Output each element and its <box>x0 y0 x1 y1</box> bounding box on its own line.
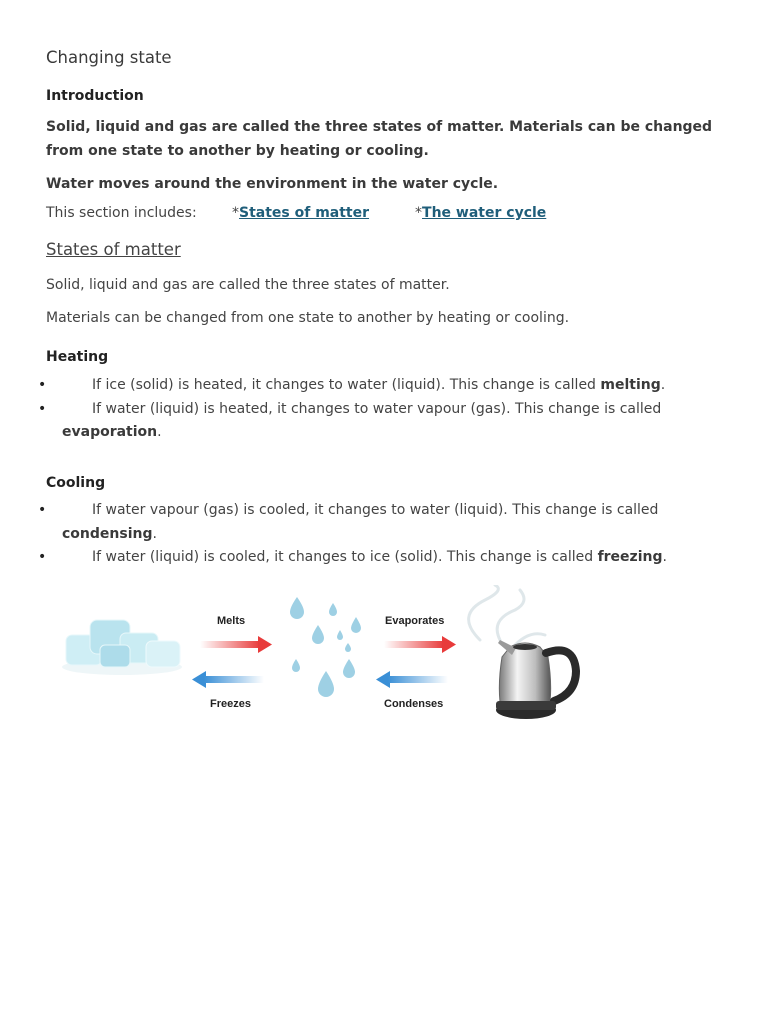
bullet-icon: • <box>38 549 47 565</box>
list-item-text: If water (liquid) is heated, it changes to water vapour (gas). This change is called <box>92 400 662 417</box>
ice-icon <box>62 620 182 675</box>
list-item <box>38 398 728 445</box>
list-item-text: If water vapour (gas) is cooled, it changes to water (liquid). This change is called <box>92 502 659 518</box>
list-item-end: . <box>660 377 666 393</box>
list-item-end: . <box>662 549 667 565</box>
states-paragraph-1: Solid, liquid and gas are called the three states of matter. <box>46 277 450 293</box>
bullet-icon: • <box>38 377 47 393</box>
water-drops-icon <box>290 597 361 697</box>
heating-heading: Heating <box>46 349 109 365</box>
term-melting: melting <box>600 377 661 393</box>
states-paragraph-2: Materials can be changed from one state to another by heating or cooling. <box>46 310 570 326</box>
states-diagram <box>60 585 600 730</box>
term-evaporation: evaporation <box>62 424 158 440</box>
water-cycle-text: Water moves around the environment in the water cycle. <box>46 176 499 192</box>
link-water-cycle[interactable]: The water cycle <box>422 205 547 221</box>
kettle-icon <box>496 640 576 719</box>
term-freezing: freezing <box>597 549 663 565</box>
link-states-of-matter[interactable]: States of matter <box>239 205 370 221</box>
section-includes-label: This section includes: <box>46 205 197 221</box>
bullet-icon: • <box>38 400 47 417</box>
list-item <box>38 374 728 398</box>
bullet-icon: • <box>38 502 47 518</box>
condenses-label: Condenses <box>384 698 444 710</box>
introduction-text: Solid, liquid and gas are called the three states of matter. Materials can be changed from one state to another by heating or cooling. <box>46 119 713 159</box>
list-item-text: If water (liquid) is cooled, it changes to ice (solid). This change is called <box>92 549 598 565</box>
evaporates-arrow <box>384 636 456 653</box>
section-includes <box>46 205 546 221</box>
list-item <box>38 499 728 546</box>
condenses-arrow <box>376 671 448 688</box>
freezes-arrow <box>192 671 264 688</box>
heating-list <box>38 374 728 445</box>
freezes-label: Freezes <box>210 698 251 710</box>
list-item-text: If ice (solid) is heated, it changes to water (liquid). This change is called <box>92 377 601 393</box>
states-of-matter-heading: States of matter <box>46 240 181 259</box>
list-item-end: . <box>152 525 157 542</box>
steam-icon <box>469 585 545 645</box>
list-item <box>38 546 728 570</box>
melts-arrow <box>200 636 272 653</box>
list-item-end: . <box>157 424 162 440</box>
introduction-heading: Introduction <box>46 88 144 104</box>
evaporates-label: Evaporates <box>385 615 445 627</box>
cooling-list <box>38 499 728 570</box>
cooling-heading: Cooling <box>46 475 106 491</box>
page-title: Changing state <box>46 48 172 67</box>
link-star: * <box>232 205 239 221</box>
melts-label: Melts <box>217 615 246 627</box>
link-star: * <box>415 205 423 221</box>
term-condensing: condensing <box>62 525 153 542</box>
